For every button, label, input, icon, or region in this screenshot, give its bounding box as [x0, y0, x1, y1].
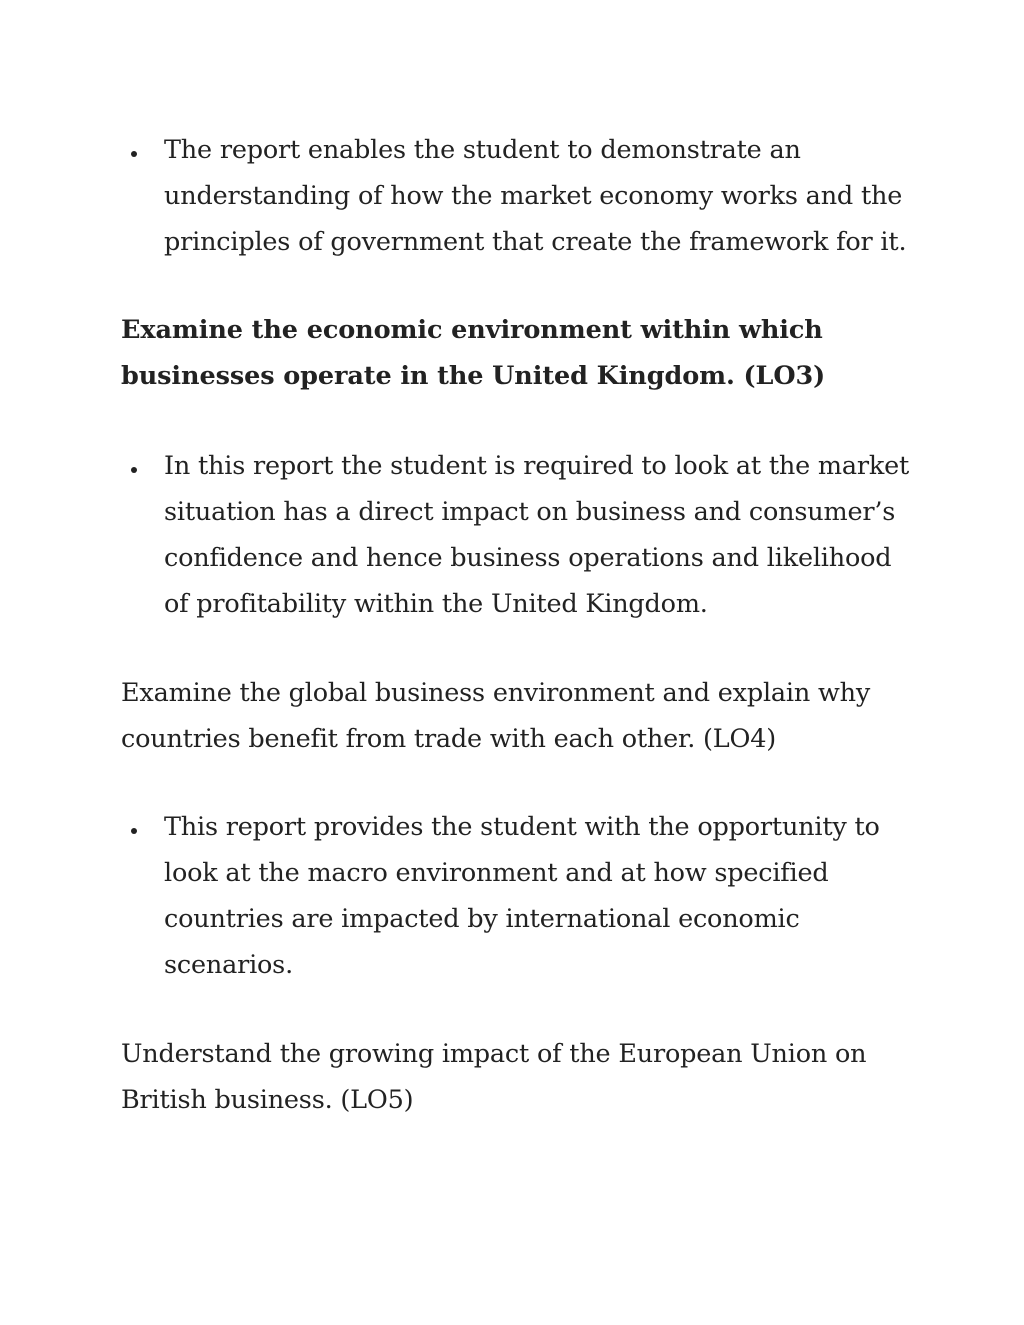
section-paragraph-lo4: [121, 670, 921, 762]
bullet-text-line: confidence and hence business operations and likelihood: [164, 543, 892, 573]
paragraph-line: Examine the global business environment and explain why: [121, 678, 871, 708]
bullet-text-line: situation has a direct impact on business and consumer’s: [164, 497, 896, 527]
bullet-text-line: In this report the student is required to look at the market: [164, 451, 910, 481]
bullet-text-line: look at the macro environment and at how specified: [164, 858, 829, 888]
section-heading-lo3: [121, 307, 921, 399]
bullet-marker: [131, 828, 137, 834]
bullet-text-line: This report provides the student with the opportunity to: [164, 812, 880, 842]
bullet-marker: [131, 467, 137, 473]
bullet-text-line: The report enables the student to demonstrate an: [164, 135, 801, 165]
heading-line: businesses operate in the United Kingdom. (LO3): [121, 361, 826, 391]
bullet-text-line: scenarios.: [164, 950, 293, 980]
paragraph-line: countries benefit from trade with each other. (LO4): [121, 724, 776, 754]
bullet-item-market-situation: [164, 443, 910, 627]
paragraph-line: British business. (LO5): [121, 1085, 414, 1115]
paragraph-line: Understand the growing impact of the European Union on: [121, 1039, 867, 1069]
bullet-item-macro-environment: [164, 804, 904, 988]
heading-line: Examine the economic environment within which: [121, 315, 823, 345]
bullet-text-line: principles of government that create the framework for it.: [164, 227, 907, 257]
bullet-text-line: understanding of how the market economy works and the: [164, 181, 903, 211]
bullet-item-market-economy: [164, 127, 907, 265]
bullet-text-line: countries are impacted by international economic: [164, 904, 800, 934]
bullet-text-line: of profitability within the United Kingdom.: [164, 589, 708, 619]
bullet-marker: [131, 151, 137, 157]
section-paragraph-lo5: [121, 1031, 921, 1123]
